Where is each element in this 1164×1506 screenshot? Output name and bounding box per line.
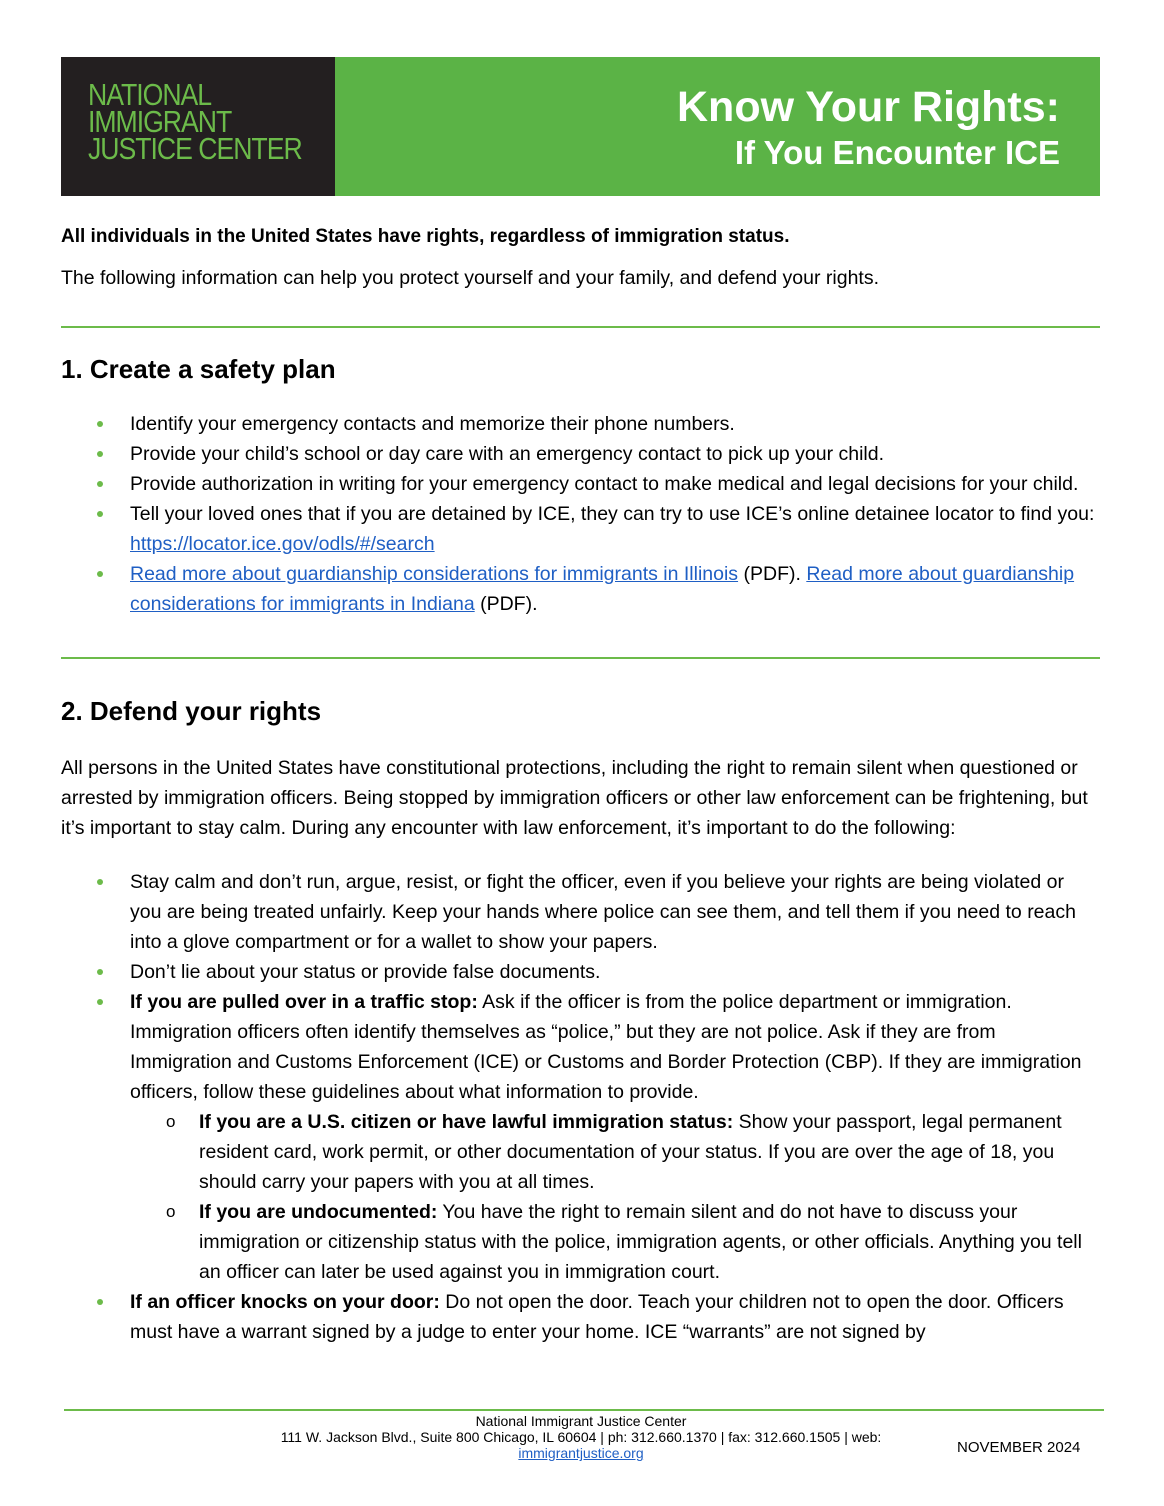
title-banner (335, 57, 1100, 196)
list-item (130, 987, 1100, 1287)
detainee-locator-link[interactable]: https://locator.ice.gov/odls/#/search (130, 533, 435, 555)
logo-line: JUSTICE CENTER (88, 131, 302, 166)
header-banner (61, 57, 1100, 196)
document-body (61, 222, 1100, 1347)
section-divider (61, 657, 1100, 659)
list-item: Don’t lie about your status or provide false documents. (130, 957, 1100, 987)
pdf-label: (PDF). (474, 593, 538, 615)
list-item (130, 499, 1100, 559)
footer-address: 111 W. Jackson Blvd., Suite 800 Chicago, IL 60604 | ph: 312.660.1370 | fax: 312.660.1505 | web: (280, 1429, 882, 1445)
sub-list (130, 1107, 1100, 1287)
section-divider (61, 326, 1100, 328)
footer-web-link[interactable]: immigrantjustice.org (518, 1445, 644, 1461)
footer-contact (230, 1413, 932, 1461)
sub-list-item (199, 1107, 1100, 1197)
pdf-label: (PDF). (738, 563, 807, 585)
list-item-text: You have the right to remain silent and do not have to discuss your immigration or citizenship status with the police, immigration agents, or other officials. Anything you tell an officer can later be used against you in immigration court. (199, 1201, 1082, 1283)
logo (61, 57, 335, 196)
section-1-heading: 1. Create a safety plan (61, 354, 336, 384)
section-2-paragraph: All persons in the United States have constitutional protections, including the right to remain silent when questioned or arrested by immigration officers. Being stopped by immigration officers or other law enforcement can be frightening, but it’s important to stay calm. During any encounter with law enforcement, it’s important to do the following: (61, 757, 1088, 839)
list-item: Provide your child’s school or day care with an emergency contact to pick up your child. (130, 439, 1100, 469)
page-title: Know Your Rights: (677, 83, 1060, 131)
list-item-text: Show your passport, legal permanent resident card, work permit, or other documentation of your status. If you are over the age of 18, you should carry your papers with you at all times. (199, 1111, 1062, 1193)
footer-date: NOVEMBER 2024 (957, 1439, 1081, 1456)
list-item-lead: If you are undocumented: (199, 1201, 438, 1223)
page-subtitle: If You Encounter ICE (734, 134, 1060, 171)
list-item-lead: If an officer knocks on your door: (130, 1291, 440, 1313)
list-item-text: Tell your loved ones that if you are detained by ICE, they can try to use ICE’s online detainee locator to find you: (130, 503, 1095, 525)
intro-text: The following information can help you protect yourself and your family, and defend your rights. (61, 267, 880, 289)
list-item (130, 1287, 1100, 1347)
sub-list-item (199, 1197, 1100, 1287)
list-item: Stay calm and don’t run, argue, resist, or fight the officer, even if you believe your rights are being violated or you are being treated unfairly. Keep your hands where police can see them, and tell them if you need to reach into a glove compartment or for a wallet to show your papers. (130, 867, 1100, 957)
list-item (130, 559, 1100, 619)
footer-divider (64, 1409, 1104, 1411)
intro-bold: All individuals in the United States have rights, regardless of immigration status. (61, 226, 790, 247)
illinois-guardianship-link[interactable]: Read more about guardianship considerations for immigrants in Illinois (130, 563, 739, 585)
list-item-lead: If you are pulled over in a traffic stop: (130, 991, 478, 1013)
list-item-text: Ask if the officer is from the police department or immigration. Immigration officers often identify themselves as “police,” but they are not police. Ask if they are from Immigration and Customs Enforcement (ICE) or Customs and Border Protection (CBP). If they are immigration officers, follow these guidelines about what information to provide. (130, 991, 1082, 1103)
list-item: Identify your emergency contacts and memorize their phone numbers. (130, 409, 1100, 439)
section-2-heading: 2. Defend your rights (61, 696, 322, 726)
list-item-text: Do not open the door. Teach your children not to open the door. Officers must have a warrant signed by a judge to enter your home. ICE “warrants” are not signed by (130, 1291, 1064, 1343)
indiana-guardianship-link[interactable]: Read more about guardianship considerations for immigrants in Indiana (130, 563, 1075, 615)
logo-line: IMMIGRANT (88, 104, 232, 139)
list-item: Provide authorization in writing for your emergency contact to make medical and legal decisions for your child. (130, 469, 1100, 499)
list-item-lead: If you are a U.S. citizen or have lawful immigration status: (199, 1111, 734, 1133)
footer-org: National Immigrant Justice Center (475, 1413, 687, 1429)
logo-line: NATIONAL (88, 77, 212, 112)
section-1-list (61, 409, 1100, 619)
section-2-list (61, 867, 1100, 1347)
